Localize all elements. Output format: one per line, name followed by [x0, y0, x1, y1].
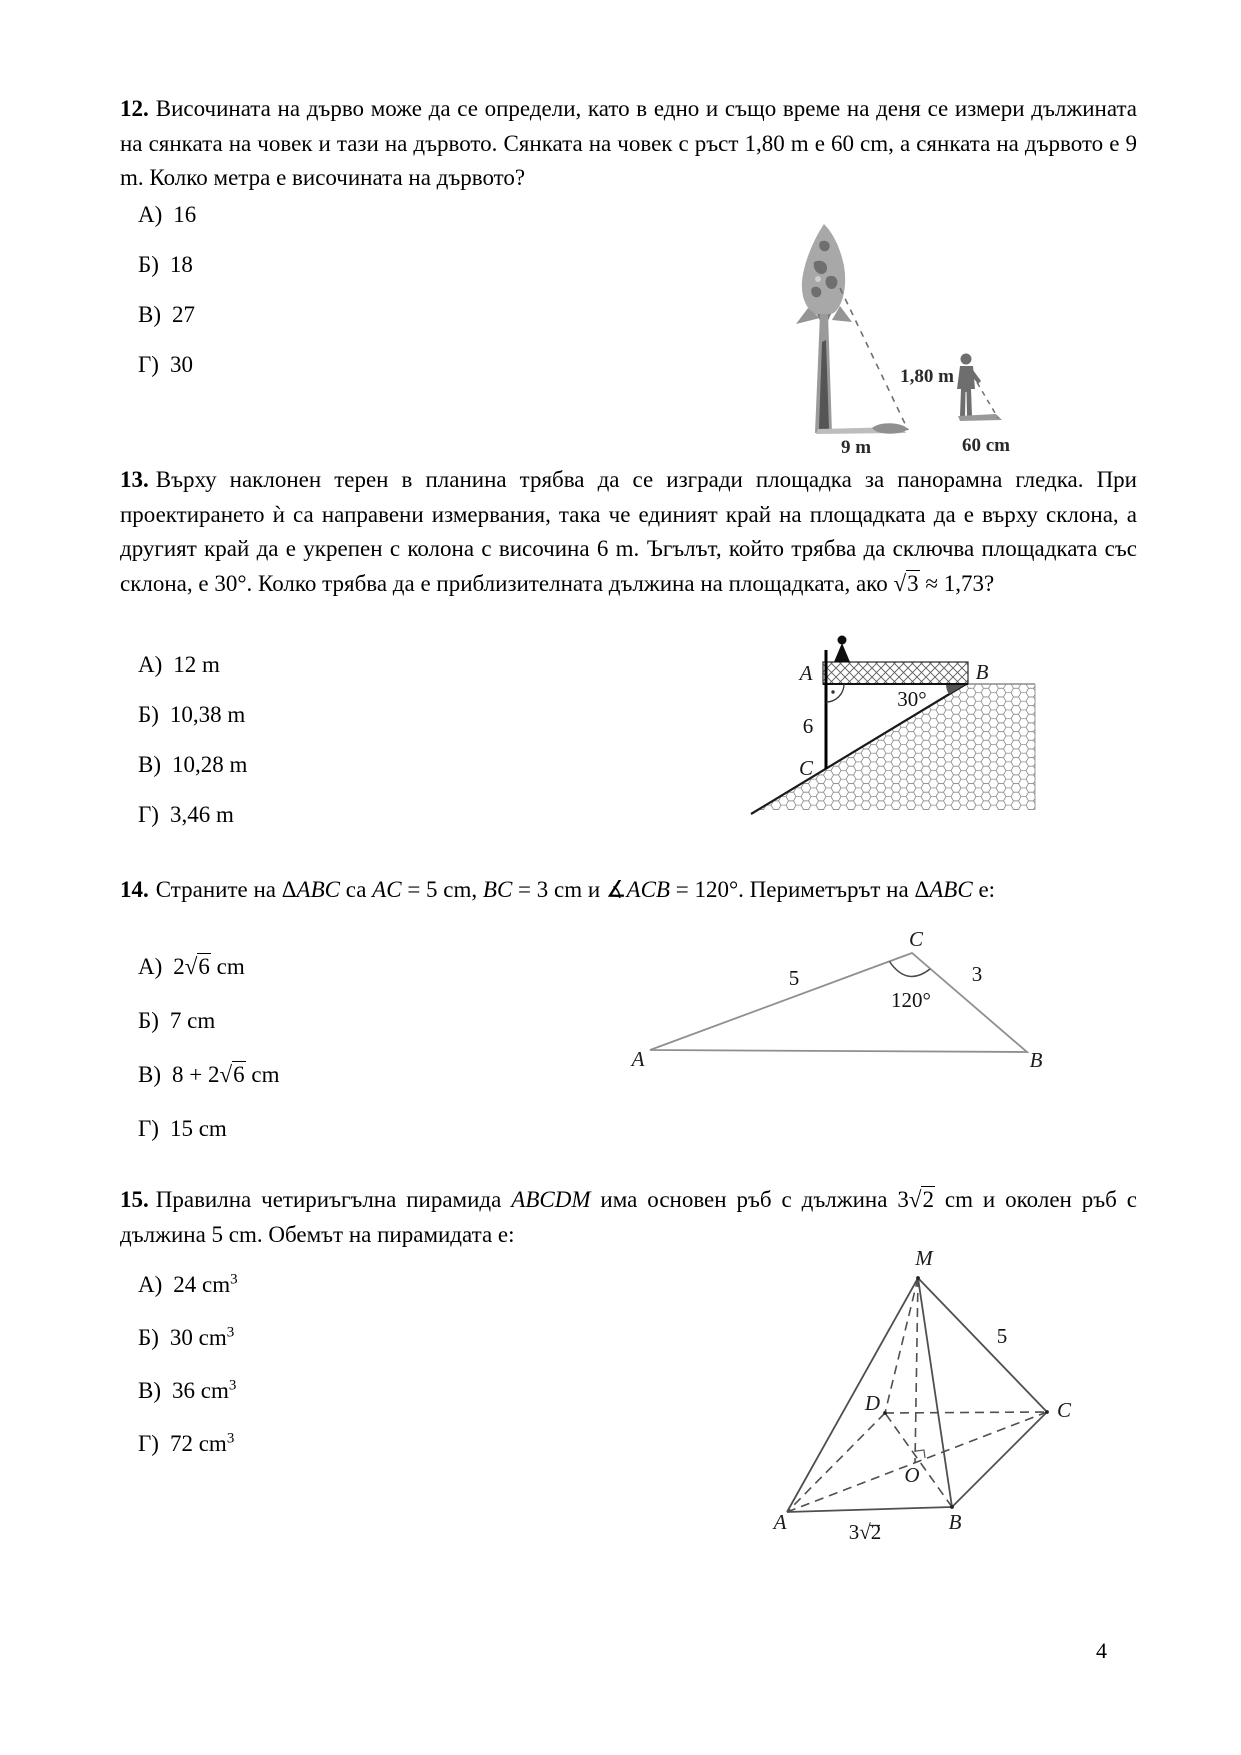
option-v — [138, 1364, 238, 1417]
person-icon — [834, 636, 850, 663]
option-a — [138, 1258, 238, 1311]
option-label: В) — [138, 1062, 161, 1087]
right-angle-mark-o — [916, 1450, 925, 1458]
options-q13 — [138, 640, 247, 840]
option-label: А) — [138, 1272, 163, 1297]
vertex-a-label: A — [773, 1510, 787, 1534]
question-body: Върху наклонен терен в планина трябва да се изгради площадка за панорамна гледка. При проектирането ѝ са направени измервания, така че единият край на площадката да е върху склона, а другият край да е укрепен с колона с височина 6 m. Ъгълът, който трябва да сключва площадката със склона, е 30°. Колко трябва да е приблизителната дължина на площадката, ако √3 ≈ 1,73? — [120, 467, 1137, 596]
vertex-a-label: A — [799, 661, 813, 685]
option-label: Б) — [138, 1325, 159, 1350]
option-v — [138, 290, 196, 340]
vertex-m-label: M — [915, 1246, 933, 1270]
option-value: 12 m — [173, 652, 220, 677]
lateral-edge-label: 5 — [996, 1324, 1008, 1348]
vertex-c-label: C — [798, 756, 814, 780]
options-q15 — [138, 1258, 238, 1470]
option-label: Б) — [138, 252, 159, 277]
vertex-d-label: D — [864, 1391, 880, 1415]
vertex-c-label: C — [1057, 1398, 1072, 1422]
option-g — [138, 790, 247, 840]
option-g — [138, 1102, 279, 1156]
option-label: А) — [138, 202, 163, 227]
option-value: 10,38 m — [169, 702, 246, 727]
option-g — [138, 340, 196, 390]
option-value: 3,46 m — [169, 802, 234, 827]
option-value: 27 — [172, 302, 195, 327]
option-value: 36 $cm^3$ — [172, 1377, 237, 1403]
person-shadow-label: 60 cm — [961, 435, 1011, 456]
option-label: А) — [138, 652, 163, 677]
figure-pyramid — [752, 1243, 1077, 1548]
option-label: Г) — [138, 352, 159, 377]
option-value: 18 — [169, 252, 193, 277]
option-label: Б) — [138, 1008, 159, 1033]
question-text — [120, 463, 1137, 601]
option-b — [138, 240, 196, 290]
triangle-abc — [650, 953, 1027, 1052]
column-height-label: 6 — [802, 714, 814, 738]
person-height-label: 1,80 m — [900, 366, 954, 387]
option-value: 30 — [169, 352, 193, 377]
option-a — [138, 640, 247, 690]
tree-shadow-label: 9 m — [840, 437, 872, 458]
option-b — [138, 690, 247, 740]
question-number: 14. — [120, 877, 149, 902]
question-number: 15. — [120, 1187, 149, 1212]
question-text — [120, 1183, 1137, 1252]
option-b — [138, 1311, 238, 1364]
question-text — [120, 92, 1137, 196]
vertex-a-label: A — [631, 1047, 645, 1071]
vertex-c-label: C — [908, 927, 924, 951]
right-angle-dot — [831, 690, 834, 693]
sun-ray-tree — [840, 288, 908, 430]
option-g — [138, 1417, 238, 1470]
vertex-b-label: B — [1029, 1048, 1043, 1072]
angle-label: 120° — [891, 988, 931, 1012]
figure-triangle — [628, 927, 1053, 1078]
option-value: 10,28 m — [172, 752, 248, 777]
question-body: Височината на дърво може да се определи, като в едно и също време на деня се измери дължината на сянката на човек и тази на дървото. Сянката на човек с ръст 1,80 m е 60 cm, а сянката на дървото е 9 m. Колко метра е височината на дървото? — [120, 96, 1137, 190]
vertex-b-label: B — [948, 1510, 962, 1534]
vertex-b-label: B — [975, 660, 989, 684]
base-edge-label: 3√2 — [848, 1520, 882, 1544]
options-q12 — [138, 190, 196, 390]
person-icon — [957, 354, 981, 417]
side-ac-label: 5 — [788, 966, 800, 990]
question-number: 12. — [120, 96, 149, 121]
angle-label: 30° — [897, 687, 927, 711]
option-value: 8 + 2√6 cm — [172, 1062, 280, 1087]
option-value: 16 — [173, 202, 197, 227]
option-value: 15 cm — [169, 1116, 227, 1141]
option-label: А) — [138, 954, 163, 979]
option-a — [138, 940, 279, 994]
option-label: В) — [138, 752, 161, 777]
page-number: 4 — [1096, 1638, 1107, 1663]
option-label: Б) — [138, 702, 159, 727]
figure-slope-platform — [746, 632, 1041, 822]
platform-hatched — [823, 662, 968, 684]
option-value: 30 $cm^3$ — [169, 1324, 235, 1350]
figure-tree-shadow — [790, 222, 1010, 460]
right-angle-arc — [826, 684, 844, 702]
tree-icon — [796, 224, 852, 433]
option-b — [138, 994, 279, 1048]
option-label: В) — [138, 302, 161, 327]
option-label: В) — [138, 1378, 161, 1403]
option-value: 72 $cm^3$ — [169, 1430, 235, 1456]
question-number: 13. — [120, 467, 149, 492]
option-label: Г) — [138, 802, 159, 827]
question-body: Правилна четириъгълна пирамида ABCDM има основен ръб с дължина 3√2 cm и околен ръб с дължина 5 cm. Обемът на пирамидата е: — [120, 1187, 1137, 1247]
option-a — [138, 190, 196, 240]
options-q14 — [138, 940, 279, 1156]
center-o-label: O — [904, 1463, 920, 1487]
question-text — [120, 873, 1137, 908]
question-body: Страните на ΔABC са AC = 5 cm, BC = 3 cm и ∡ACB = 120°. Периметърът на ΔABC е: — [155, 877, 996, 902]
option-value: 7 cm — [169, 1008, 216, 1033]
option-label: Г) — [138, 1116, 159, 1141]
option-v — [138, 740, 247, 790]
option-value: 24 $cm^3$ — [173, 1271, 238, 1297]
option-v — [138, 1048, 279, 1102]
side-bc-label: 3 — [971, 962, 983, 986]
option-value: 2√6 cm — [173, 954, 245, 979]
option-label: Г) — [138, 1431, 159, 1456]
